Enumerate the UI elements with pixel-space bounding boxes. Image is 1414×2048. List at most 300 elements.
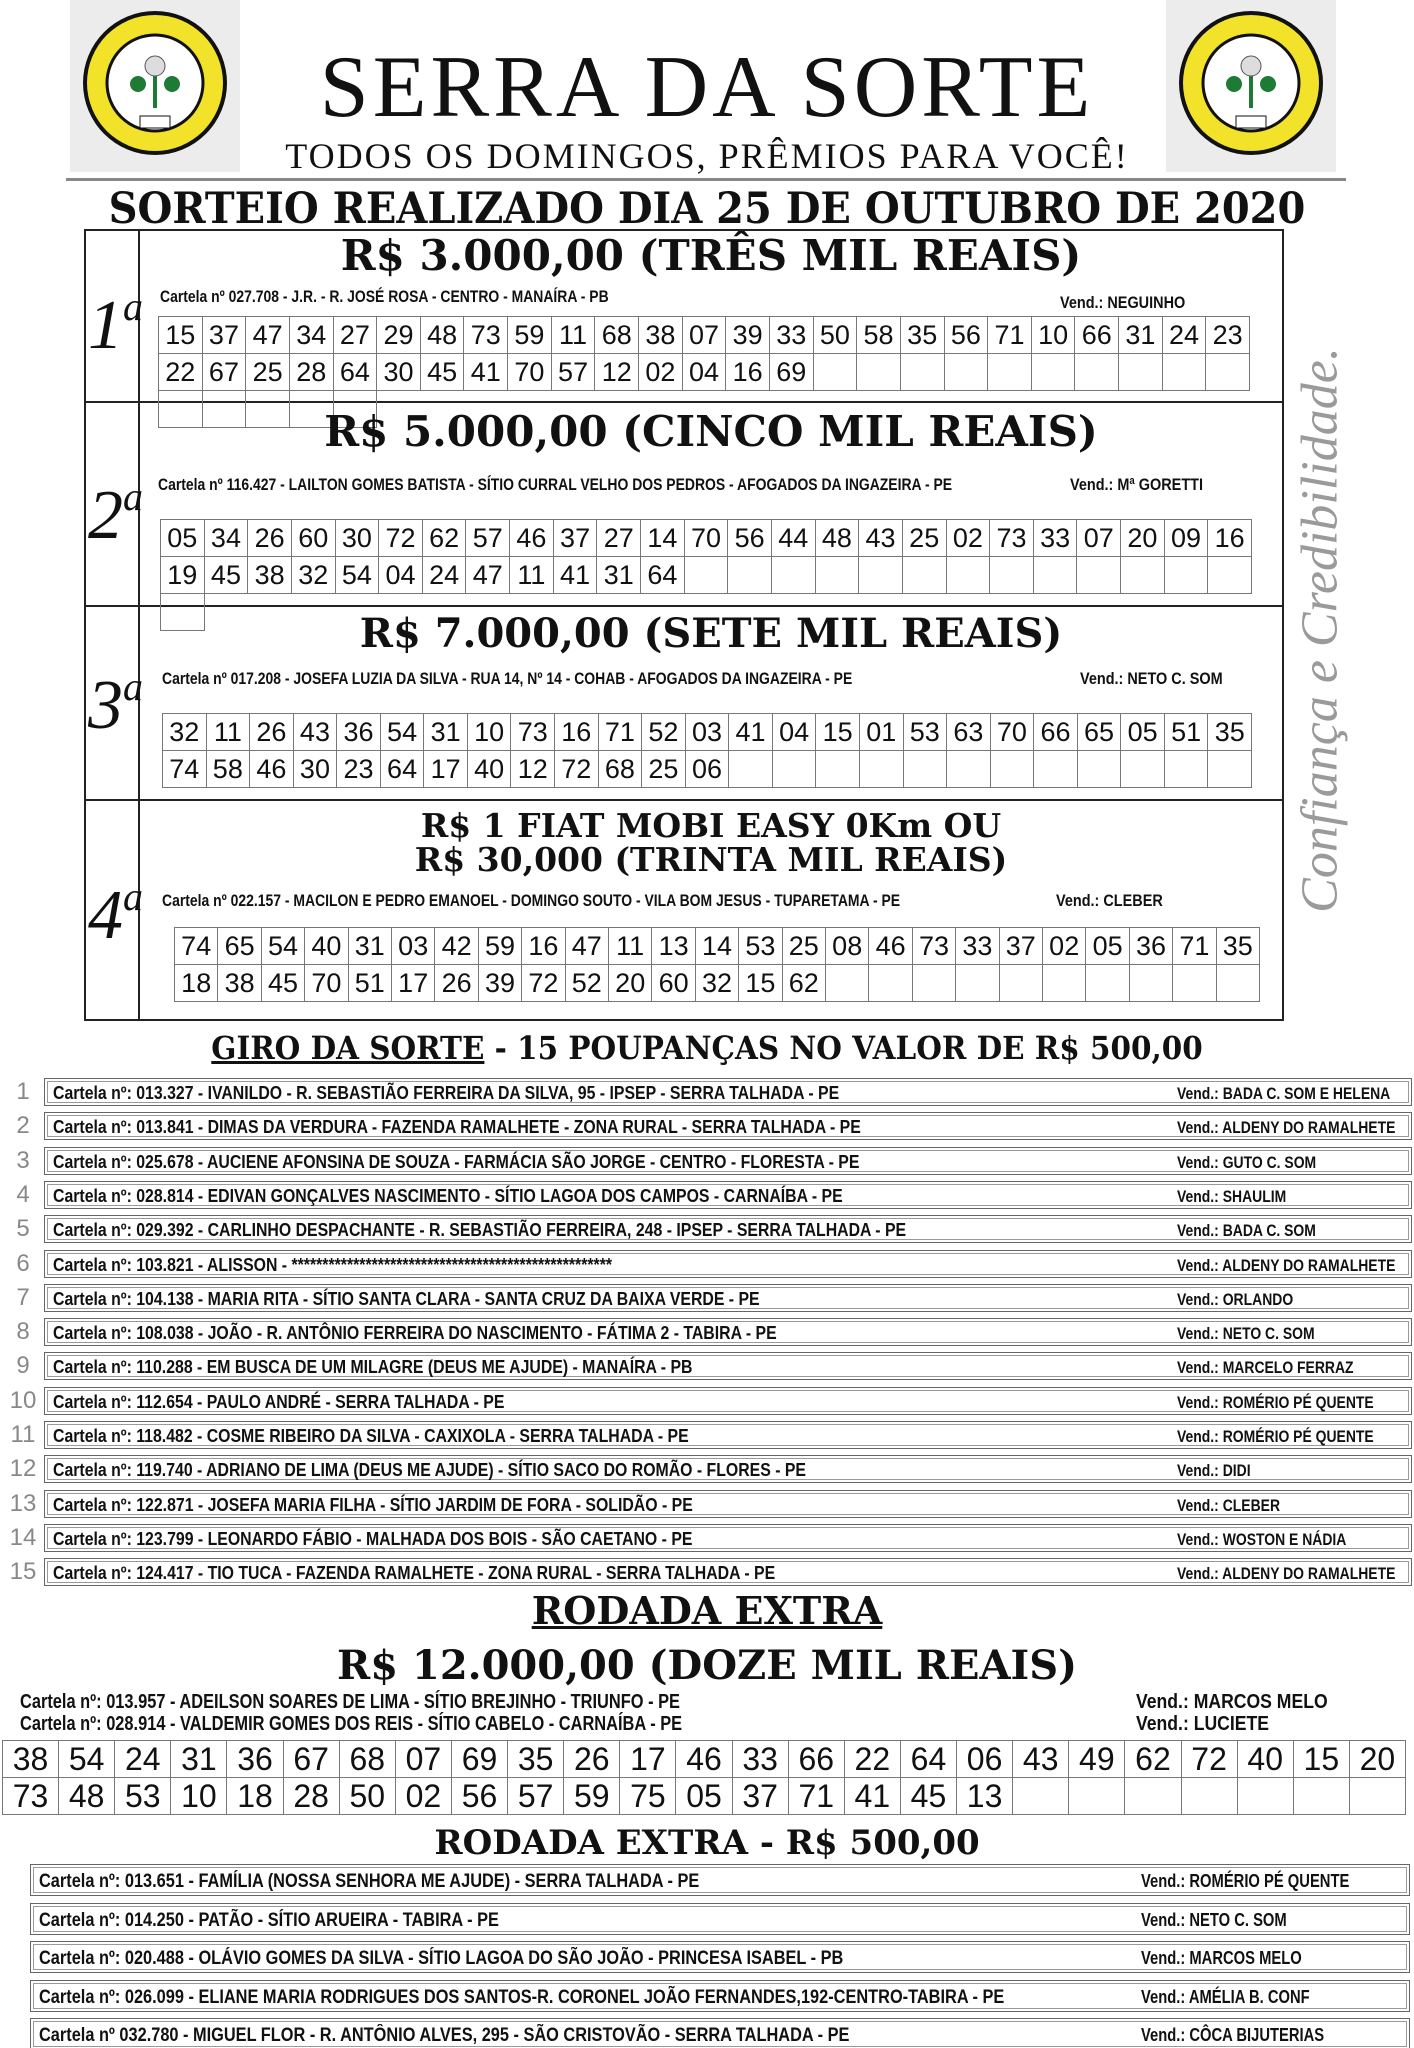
drawn-number: [1000, 965, 1043, 1002]
drawn-number: 69: [770, 354, 814, 391]
drawn-number: 72: [1182, 1741, 1238, 1778]
drawn-number: 64: [901, 1741, 957, 1778]
drawn-number: [1043, 965, 1086, 1002]
drawn-number: 65: [218, 928, 261, 965]
drawn-number: 71: [789, 1778, 845, 1815]
drawn-number: 53: [739, 928, 782, 965]
drawn-number: 16: [1208, 520, 1252, 557]
giro-vendor: Vend.: NETO C. SOM: [1177, 1324, 1315, 1344]
extra500-vendor: Vend.: AMÉLIA B. CONF: [1141, 1986, 1310, 2007]
drawn-number: [903, 557, 947, 594]
drawn-number: [1350, 1778, 1406, 1815]
giro-row: [44, 1352, 1412, 1380]
extra-cartela-1: Cartela nº: 013.957 - ADEILSON SOARES DE LIMA - SÍTIO BREJINHO - TRIUNFO - PE: [20, 1691, 680, 1713]
drawn-number: 15: [159, 317, 203, 354]
prize-vendor-3: Vend.: NETO C. SOM: [1080, 669, 1223, 688]
drawn-number: 66: [789, 1741, 845, 1778]
extra500-vendor: Vend.: NETO C. SOM: [1141, 1909, 1287, 1930]
prize-vendor-4: Vend.: CLEBER: [1056, 891, 1163, 910]
drawn-number: 60: [652, 965, 695, 1002]
drawn-number: 68: [340, 1741, 396, 1778]
drawn-number: 71: [988, 317, 1032, 354]
drawn-number: 65: [1078, 714, 1122, 751]
drawn-number: 20: [609, 965, 652, 1002]
drawn-number: 58: [207, 751, 251, 788]
drawn-number: [1208, 557, 1252, 594]
drawn-number: 22: [845, 1741, 901, 1778]
drawn-number: 06: [686, 751, 730, 788]
giro-row: [44, 1250, 1412, 1278]
drawn-number: [1165, 751, 1209, 788]
drawn-number: 56: [452, 1778, 508, 1815]
drawn-number: 24: [115, 1741, 171, 1778]
drawn-number: 70: [305, 965, 348, 1002]
drawn-number: 57: [466, 520, 510, 557]
drawn-number: [1032, 354, 1076, 391]
giro-cartela: Cartela nº: 108.038 - JOÃO - R. ANTÔNIO FERREIRA DO NASCIMENTO - FÁTIMA 2 - TABIRA - PE: [53, 1323, 777, 1344]
drawn-number: 10: [171, 1778, 227, 1815]
drawn-number: 33: [770, 317, 814, 354]
giro-vendor: Vend.: SHAULIM: [1177, 1186, 1287, 1206]
giro-row: [44, 1284, 1412, 1312]
giro-row: [44, 1558, 1412, 1586]
drawn-number: 17: [620, 1741, 676, 1778]
drawn-number: 05: [161, 520, 205, 557]
drawn-number: [772, 557, 816, 594]
extra500-row: [30, 1941, 1410, 1973]
giro-vendor: Vend.: ROMÉRIO PÉ QUENTE: [1177, 1392, 1374, 1412]
drawn-number: 37: [203, 317, 247, 354]
prize-ordinal-2: 2$^a$: [88, 474, 143, 554]
drawn-number: 30: [294, 751, 338, 788]
drawn-number: 43: [859, 520, 903, 557]
prize-numbers-4: [174, 927, 1260, 1002]
drawn-number: [729, 751, 773, 788]
drawn-number: 60: [292, 520, 336, 557]
drawn-number: 54: [381, 714, 425, 751]
drawn-number: 39: [479, 965, 522, 1002]
drawn-number: [1078, 751, 1122, 788]
drawn-number: 41: [464, 354, 508, 391]
prize-cartela-1: Cartela nº 027.708 - J.R. - R. JOSÉ ROSA - CENTRO - MANAÍRA - PB: [160, 287, 609, 306]
drawn-number: [1294, 1778, 1350, 1815]
drawn-number: 20: [1350, 1741, 1406, 1778]
drawn-number: 32: [696, 965, 739, 1002]
drawn-number: 41: [554, 557, 598, 594]
drawn-number: [991, 751, 1035, 788]
prizes-frame: [84, 229, 1284, 1021]
drawn-number: [869, 965, 912, 1002]
drawn-number: 14: [696, 928, 739, 965]
drawn-number: [1163, 354, 1207, 391]
drawn-number: 31: [597, 557, 641, 594]
drawn-number: 51: [1165, 714, 1209, 751]
prize-ordinal-1: 1$^a$: [88, 284, 143, 364]
prize-title-1: R$ 3.000,00 (TRÊS MIL REAIS): [340, 231, 1082, 280]
drawn-number: [901, 354, 945, 391]
drawn-number: 74: [175, 928, 218, 965]
drawn-number: 15: [816, 714, 860, 751]
drawn-number: 52: [566, 965, 609, 1002]
drawn-number: [728, 557, 772, 594]
drawn-number: 42: [435, 928, 478, 965]
prize-title-2: R$ 5.000,00 (CINCO MIL REAIS): [324, 407, 1098, 456]
drawn-number: [1130, 965, 1173, 1002]
drawn-number: 37: [733, 1778, 789, 1815]
extra500-row: [30, 1903, 1410, 1935]
drawn-number: 16: [555, 714, 599, 751]
drawn-number: 26: [250, 714, 294, 751]
drawn-number: 06: [957, 1741, 1013, 1778]
drawn-number: 54: [262, 928, 305, 965]
drawn-number: [1069, 1778, 1125, 1815]
drawn-number: 71: [1173, 928, 1216, 965]
giro-vendor: Vend.: WOSTON E NÁDIA: [1177, 1529, 1347, 1549]
drawn-number: 39: [726, 317, 770, 354]
drawn-number: 12: [511, 751, 555, 788]
drawn-number: 71: [599, 714, 643, 751]
prize-title-4: R$ 1 FIAT MOBI EASY 0Km OU: [420, 806, 1002, 845]
drawn-number: 04: [379, 557, 423, 594]
drawn-number: 38: [218, 965, 261, 1002]
drawn-number: 54: [59, 1741, 115, 1778]
drawn-number: 50: [340, 1778, 396, 1815]
drawn-number: 32: [163, 714, 207, 751]
drawn-number: 53: [904, 714, 948, 751]
prize-title-3: R$ 7.000,00 (SETE MIL REAIS): [359, 610, 1063, 657]
giro-row: [44, 1455, 1412, 1483]
drawn-number: 36: [227, 1741, 283, 1778]
drawn-number: 26: [564, 1741, 620, 1778]
giro-row: [44, 1421, 1412, 1449]
prize-vendor-2: Vend.: Mª GORETTI: [1070, 475, 1203, 494]
drawn-number: 38: [248, 557, 292, 594]
drawn-number: 23: [1206, 317, 1250, 354]
drawn-number: 07: [683, 317, 727, 354]
drawn-number: 64: [334, 354, 378, 391]
drawn-number: [685, 557, 729, 594]
drawn-number: 10: [1032, 317, 1076, 354]
giro-row-number: 7: [16, 1283, 30, 1311]
drawn-number: 38: [639, 317, 683, 354]
drawn-number: 11: [207, 714, 251, 751]
giro-vendor: Vend.: CLEBER: [1177, 1495, 1281, 1515]
drawn-number: 53: [115, 1778, 171, 1815]
drawn-number: 56: [945, 317, 989, 354]
drawn-number: 43: [1013, 1741, 1069, 1778]
drawn-number: 59: [508, 317, 552, 354]
drawn-number: 18: [227, 1778, 283, 1815]
drawn-number: 23: [337, 751, 381, 788]
drawn-number: 33: [956, 928, 999, 965]
drawn-number: 04: [773, 714, 817, 751]
drawn-number: 02: [1043, 928, 1086, 965]
drawn-number: 35: [901, 317, 945, 354]
drawn-number: 36: [1130, 928, 1173, 965]
giro-vendor: Vend.: ALDENY DO RAMALHETE: [1177, 1564, 1396, 1584]
drawn-number: 40: [1238, 1741, 1294, 1778]
prize-cartela-2: Cartela nº 116.427 - LAILTON GOMES BATISTA - SÍTIO CURRAL VELHO DOS PEDROS - AFOGADOS DA INGAZEIRA - PE: [158, 475, 953, 494]
drawn-number: 58: [857, 317, 901, 354]
drawn-number: 29: [377, 317, 421, 354]
prize-title-4-line2: R$ 30,000 (TRINTA MIL REAIS): [414, 840, 1008, 879]
drawn-number: 36: [337, 714, 381, 751]
giro-row: [44, 1215, 1412, 1243]
drawn-number: [1165, 557, 1209, 594]
drawn-number: 64: [641, 557, 685, 594]
extra500-vendor: Vend.: CÔCA BIJUTERIAS: [1141, 2025, 1325, 2045]
drawn-number: [859, 557, 903, 594]
giro-cartela: Cartela nº: 028.814 - EDIVAN GONÇALVES NASCIMENTO - SÍTIO LAGOA DOS CAMPOS - CARNAÍBA - PE: [53, 1185, 843, 1206]
giro-cartela: Cartela nº: 110.288 - EM BUSCA DE UM MILAGRE (DEUS ME AJUDE) - MANAÍRA - PB: [53, 1357, 693, 1378]
tagline: Confiança e Credibilidade.: [1291, 347, 1349, 913]
drawn-number: 74: [163, 751, 207, 788]
drawn-number: [956, 965, 999, 1002]
drawn-number: 62: [783, 965, 826, 1002]
giro-title: GIRO DA SORTE - 15 POUPANÇAS NO VALOR DE R$ 500,00: [211, 1029, 1203, 1067]
extra500-row: [30, 1980, 1410, 2012]
drawn-number: 25: [903, 520, 947, 557]
drawn-number: 45: [421, 354, 465, 391]
drawn-number: 02: [639, 354, 683, 391]
drawn-number: 56: [728, 520, 772, 557]
drawn-number: [990, 557, 1034, 594]
extra-vendor-2: Vend.: LUCIETE: [1136, 1713, 1269, 1735]
giro-row-number: 13: [9, 1489, 37, 1517]
drawn-number: 04: [683, 354, 727, 391]
extra500-cartela: Cartela nº: 014.250 - PATÃO - SÍTIO ARUEIRA - TABIRA - PE: [39, 1909, 499, 1931]
drawn-number: 15: [739, 965, 782, 1002]
drawn-number: [773, 751, 817, 788]
giro-row: [44, 1181, 1412, 1209]
drawn-number: 33: [1034, 520, 1078, 557]
giro-cartela: Cartela nº: 103.821 - ALISSON - ****************************************************: [53, 1254, 613, 1275]
drawn-number: 72: [379, 520, 423, 557]
prize-vendor-1: Vend.: NEGUINHO: [1060, 293, 1186, 312]
drawn-number: [816, 557, 860, 594]
giro-row: [44, 1318, 1412, 1346]
drawn-number: 33: [733, 1741, 789, 1778]
drawn-number: 05: [1121, 714, 1165, 751]
giro-row: [44, 1490, 1412, 1518]
giro-row: [44, 1112, 1412, 1140]
extra-title: RODADA EXTRA: [531, 1588, 883, 1633]
giro-cartela: Cartela nº: 013.841 - DIMAS DA VERDURA - FAZENDA RAMALHETE - ZONA RURAL - SERRA TALHADA - PE: [53, 1117, 861, 1138]
drawn-number: [1238, 1778, 1294, 1815]
extra500-cartela: Cartela nº: 020.488 - OLÁVIO GOMES DA SILVA - SÍTIO LAGOA DO SÃO JOÃO - PRINCESA ISABEL - PB: [39, 1948, 844, 1969]
divider: [86, 799, 1282, 801]
drawn-number: 25: [246, 354, 290, 391]
drawn-number: 73: [511, 714, 555, 751]
drawn-number: 47: [246, 317, 290, 354]
giro-row-number: 14: [9, 1523, 37, 1551]
giro-vendor: Vend.: MARCELO FERRAZ: [1177, 1358, 1354, 1378]
giro-row-number: 3: [16, 1146, 30, 1174]
drawn-number: 34: [205, 520, 249, 557]
drawn-number: 11: [609, 928, 652, 965]
drawn-number: [947, 557, 991, 594]
drawn-number: 10: [468, 714, 512, 751]
drawn-number: [904, 751, 948, 788]
giro-vendor: Vend.: ALDENY DO RAMALHETE: [1177, 1255, 1396, 1275]
extra500-vendor: Vend.: MARCOS MELO: [1141, 1948, 1302, 1968]
extra-cartela-2: Cartela nº: 028.914 - VALDEMIR GOMES DOS REIS - SÍTIO CABELO - CARNAÍBA - PE: [20, 1713, 683, 1735]
drawn-number: [1119, 354, 1163, 391]
drawn-number: 25: [642, 751, 686, 788]
drawn-number: 35: [508, 1741, 564, 1778]
drawn-number: 64: [381, 751, 425, 788]
drawn-number: [816, 751, 860, 788]
prize-cartela-4: Cartela nº 022.157 - MACILON E PEDRO EMANOEL - DOMINGO SOUTO - VILA BOM JESUS - TUPARETAMA - PE: [162, 891, 901, 910]
drawn-number: [988, 354, 1032, 391]
drawn-number: 70: [991, 714, 1035, 751]
drawn-number: 20: [1121, 520, 1165, 557]
extra500-vendor: Vend.: ROMÉRIO PÉ QUENTE: [1141, 1871, 1350, 1891]
giro-row-number: 4: [16, 1180, 30, 1208]
drawn-number: 07: [396, 1741, 452, 1778]
drawn-number: 22: [159, 354, 203, 391]
drawn-number: [1217, 965, 1260, 1002]
drawn-number: [1206, 354, 1250, 391]
drawn-number: 51: [349, 965, 392, 1002]
extra-numbers: [2, 1740, 1406, 1815]
drawn-number: 03: [686, 714, 730, 751]
drawn-number: 59: [479, 928, 522, 965]
drawn-number: 05: [676, 1778, 732, 1815]
drawn-number: [826, 965, 869, 1002]
drawn-number: 35: [1217, 928, 1260, 965]
drawn-number: 44: [772, 520, 816, 557]
giro-vendor: Vend.: ORLANDO: [1177, 1289, 1294, 1309]
giro-row: [44, 1524, 1412, 1552]
drawn-number: 73: [464, 317, 508, 354]
drawn-number: 03: [392, 928, 435, 965]
drawn-number: 48: [421, 317, 465, 354]
extra500-cartela: Cartela nº: 013.651 - FAMÍLIA (NOSSA SENHORA ME AJUDE) - SERRA TALHADA - PE: [39, 1871, 700, 1892]
drawn-number: 16: [726, 354, 770, 391]
drawn-number: [1173, 965, 1216, 1002]
drawn-number: 16: [522, 928, 565, 965]
extra500-cartela: Cartela nº: 026.099 - ELIANE MARIA RODRIGUES DOS SANTOS-R. CORONEL JOÃO FERNANDES,192-CENTRO-TABIRA - PE: [39, 1986, 1005, 2008]
page-title: SERRA DA SORTE: [319, 39, 1095, 136]
drawn-number: 17: [392, 965, 435, 1002]
giro-vendor: Vend.: BADA C. SOM E HELENA: [1177, 1084, 1391, 1103]
drawn-number: 47: [566, 928, 609, 965]
drawn-number: [945, 354, 989, 391]
giro-cartela: Cartela nº: 122.871 - JOSEFA MARIA FILHA - SÍTIO JARDIM DE FORA - SOLIDÃO - PE: [53, 1494, 693, 1515]
drawn-number: 72: [555, 751, 599, 788]
drawn-number: 32: [292, 557, 336, 594]
drawn-number: 66: [1034, 714, 1078, 751]
drawn-number: 31: [171, 1741, 227, 1778]
drawn-number: 75: [620, 1778, 676, 1815]
drawn-number: [1182, 1778, 1238, 1815]
drawn-number: [1086, 965, 1129, 1002]
drawn-number: 01: [860, 714, 904, 751]
drawn-number: 73: [3, 1778, 59, 1815]
drawn-number: 31: [1119, 317, 1163, 354]
prize-cartela-3: Cartela nº 017.208 - JOSEFA LUZIA DA SILVA - RUA 14, Nº 14 - COHAB - AFOGADOS DA INGAZEIRA - PE: [162, 669, 853, 688]
drawn-number: 07: [1077, 520, 1121, 557]
drawn-number: [860, 751, 904, 788]
drawn-number: 48: [59, 1778, 115, 1815]
drawn-number: 46: [250, 751, 294, 788]
drawn-number: 26: [435, 965, 478, 1002]
giro-cartela: Cartela nº: 118.482 - COSME RIBEIRO DA SILVA - CAXIXOLA - SERRA TALHADA - PE: [53, 1426, 689, 1446]
giro-row-number: 8: [16, 1318, 30, 1346]
extra500-title: RODADA EXTRA - R$ 500,00: [434, 1823, 980, 1863]
drawn-number: 13: [957, 1778, 1013, 1815]
drawn-number: [1121, 751, 1165, 788]
giro-row: [44, 1147, 1412, 1175]
drawn-number: 25: [783, 928, 826, 965]
drawn-number: 35: [1208, 714, 1252, 751]
draw-date-title: SORTEIO REALIZADO DIA 25 DE OUTUBRO DE 2020: [108, 184, 1306, 234]
giro-row-number: 1: [16, 1078, 30, 1105]
drawn-number: [1034, 557, 1078, 594]
drawn-number: 70: [685, 520, 729, 557]
drawn-number: [814, 354, 858, 391]
drawn-number: [913, 965, 956, 1002]
drawn-number: 57: [552, 354, 596, 391]
drawn-number: 73: [990, 520, 1034, 557]
drawn-number: 30: [377, 354, 421, 391]
drawn-number: 46: [676, 1741, 732, 1778]
drawn-number: 43: [294, 714, 338, 751]
giro-row-number: 9: [16, 1352, 30, 1380]
drawn-number: 46: [510, 520, 554, 557]
drawn-number: 52: [642, 714, 686, 751]
drawn-number: 69: [452, 1741, 508, 1778]
drawn-number: 47: [466, 557, 510, 594]
extra-vendor-1: Vend.: MARCOS MELO: [1136, 1691, 1328, 1713]
drawn-number: 30: [336, 520, 380, 557]
drawn-number: 02: [947, 520, 991, 557]
drawn-number: 12: [595, 354, 639, 391]
giro-vendor: Vend.: BADA C. SOM: [1177, 1221, 1316, 1241]
drawn-number: 40: [305, 928, 348, 965]
drawn-number: 31: [424, 714, 468, 751]
giro-row-number: 5: [16, 1215, 30, 1243]
drawn-number: 40: [468, 751, 512, 788]
drawn-number: 37: [1000, 928, 1043, 965]
drawn-number: 27: [334, 317, 378, 354]
drawn-number: [1125, 1778, 1181, 1815]
extra-prize: R$ 12.000,00 (DOZE MIL REAIS): [337, 1642, 1077, 1689]
drawn-number: 11: [510, 557, 554, 594]
drawn-number: [947, 751, 991, 788]
drawn-number: 66: [1075, 317, 1119, 354]
drawn-number: 24: [1163, 317, 1207, 354]
drawn-number: 50: [814, 317, 858, 354]
drawn-number: [1121, 557, 1165, 594]
drawn-number: 14: [641, 520, 685, 557]
drawn-number: 34: [290, 317, 334, 354]
drawn-number: 54: [336, 557, 380, 594]
giro-cartela: Cartela nº: 104.138 - MARIA RITA - SÍTIO SANTA CLARA - SANTA CRUZ DA BAIXA VERDE - PE: [53, 1288, 760, 1309]
drawn-number: [857, 354, 901, 391]
drawn-number: 28: [290, 354, 334, 391]
giro-vendor: Vend.: ROMÉRIO PÉ QUENTE: [1177, 1427, 1374, 1446]
drawn-number: 18: [175, 965, 218, 1002]
drawn-number: 68: [595, 317, 639, 354]
drawn-number: 68: [599, 751, 643, 788]
drawn-number: [1208, 751, 1252, 788]
drawn-number: 63: [947, 714, 991, 751]
drawn-number: 45: [262, 965, 305, 1002]
drawn-number: 49: [1069, 1741, 1125, 1778]
drawn-number: 59: [564, 1778, 620, 1815]
